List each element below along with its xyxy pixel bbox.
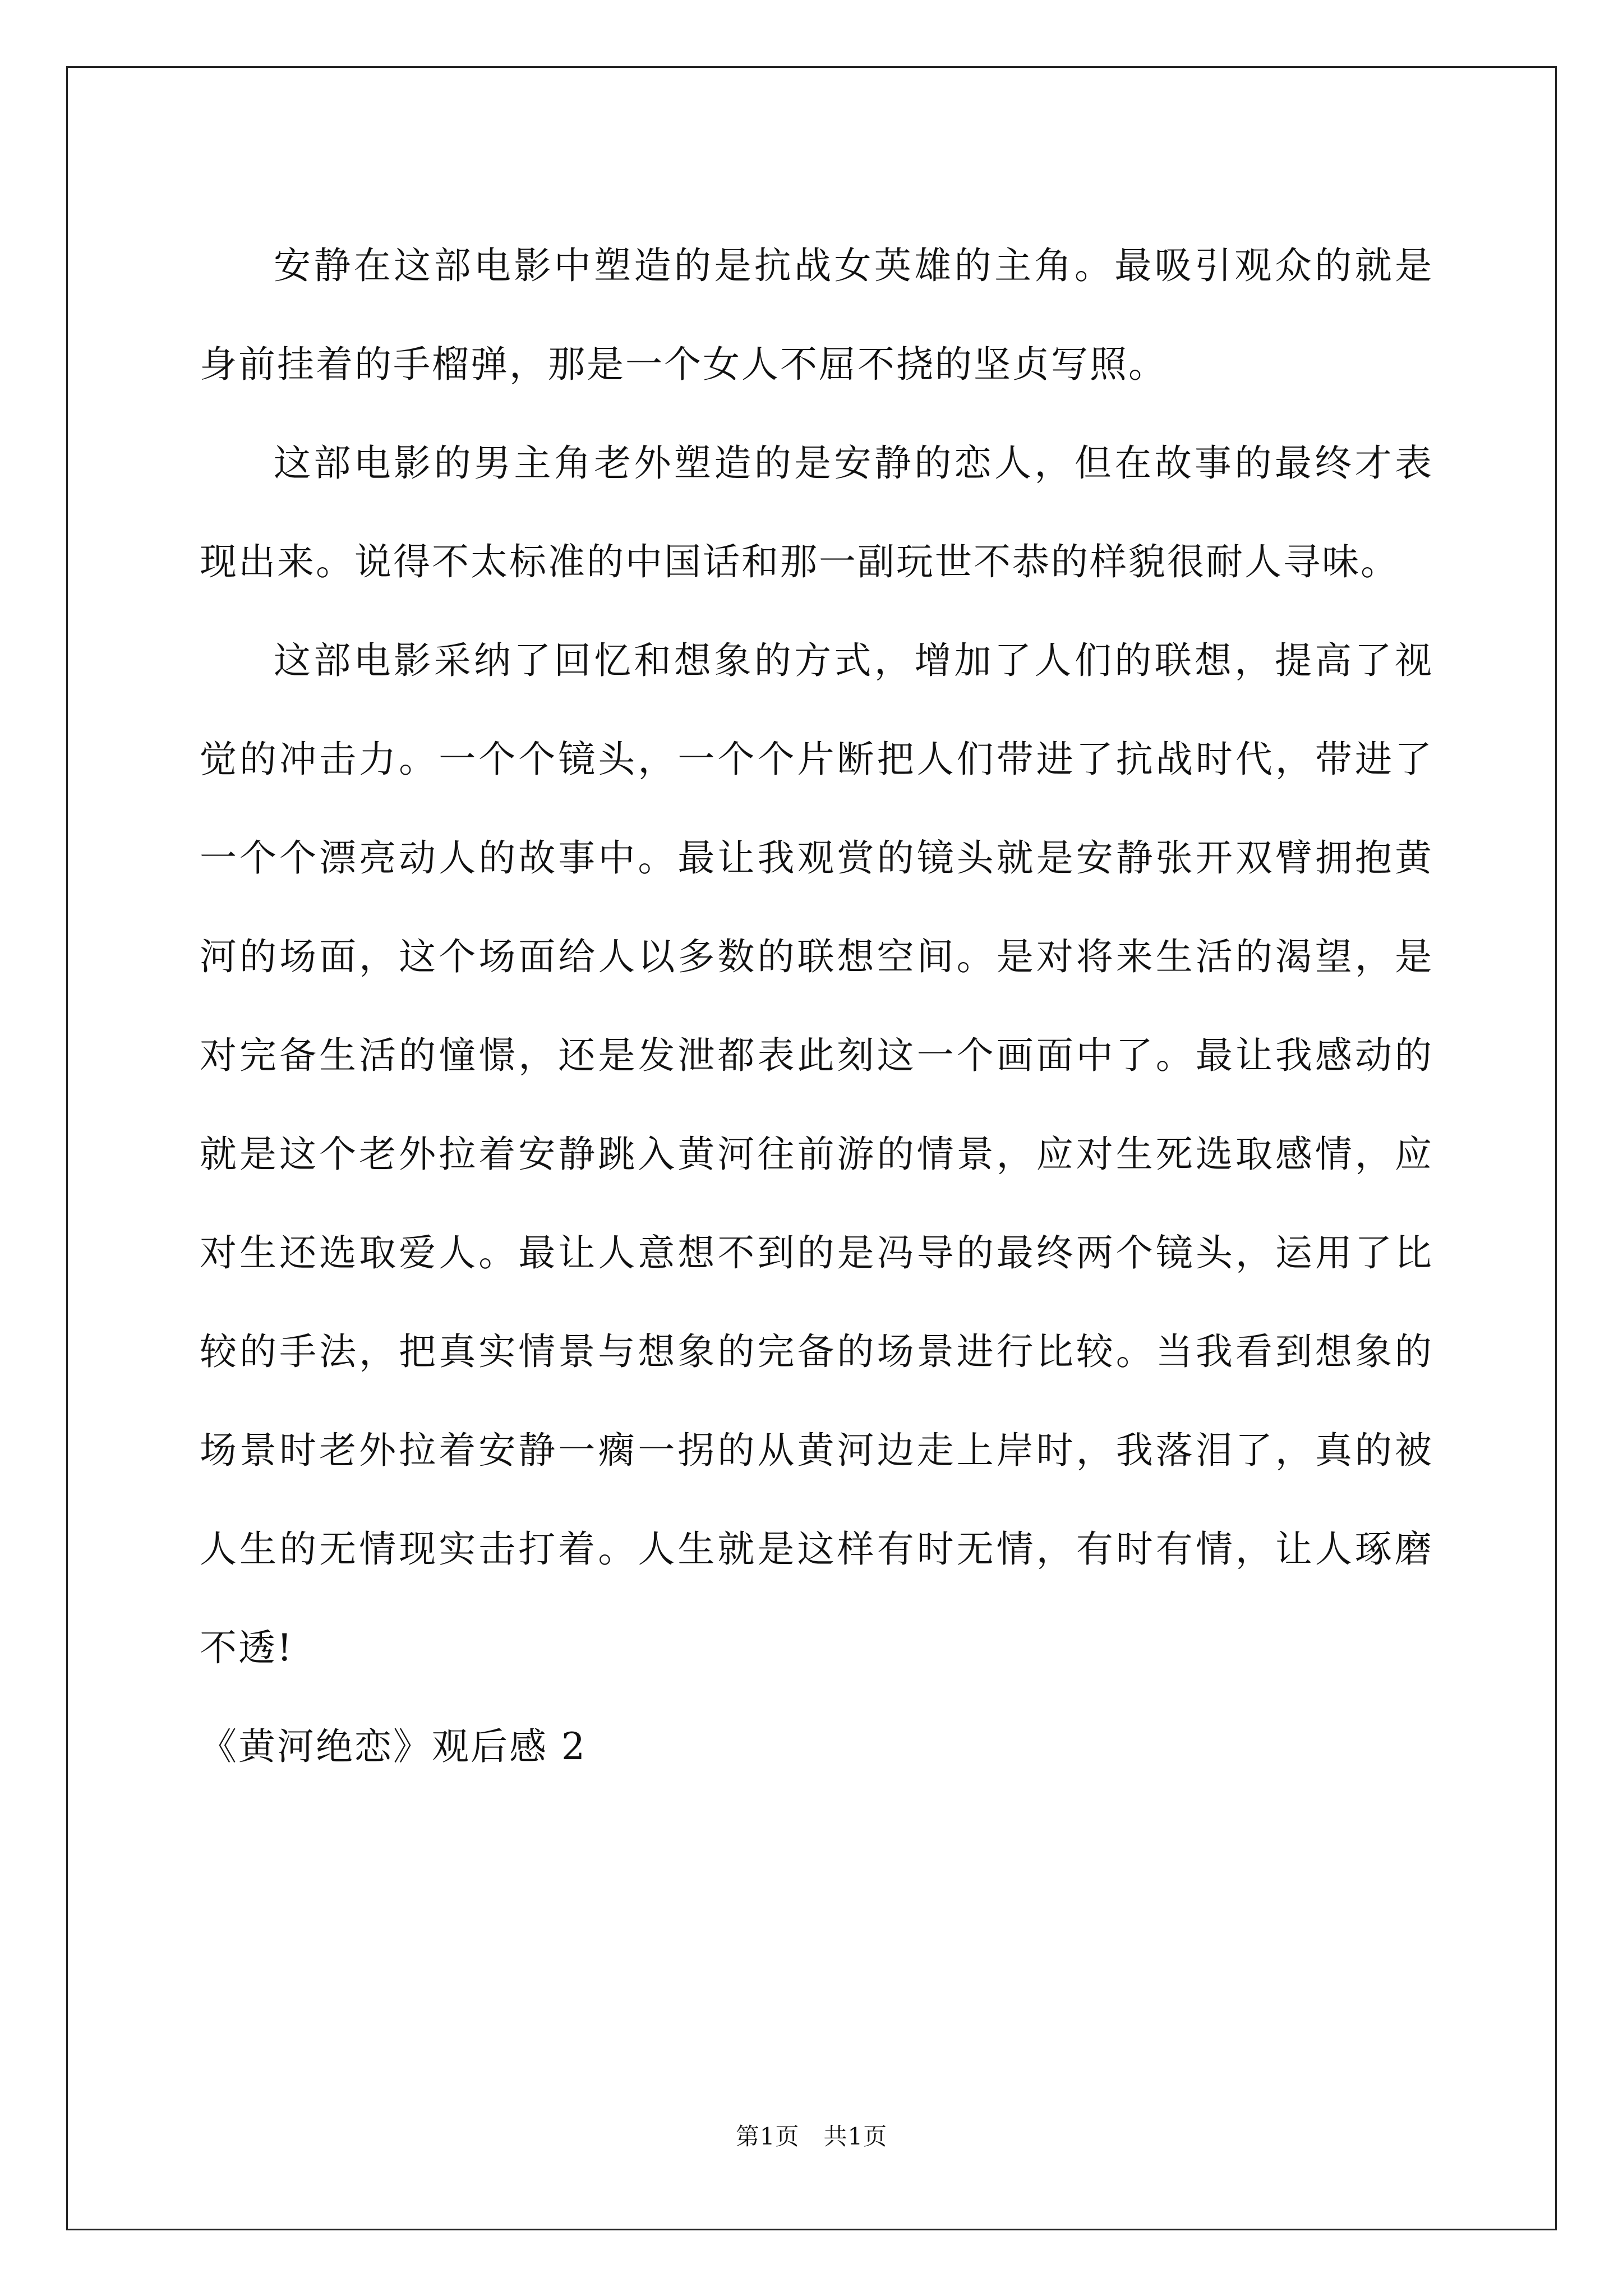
paragraph-3: 这部电影采纳了回忆和想象的方式，增加了人们的联想，提高了视觉的冲击力。一个个镜头，一个个片断把人们带进了抗战时代，带进了一个个漂亮动人的故事中。最让我观赏的镜头就是安静张开双臂拥抱黄河的场面，这个场面给人以多数的联想空间。是对将来生活的渴望，是对完备生活的憧憬，还是发泄都表此刻这一个画面中了。最让我感动的就是这个老外拉着安静跳入黄河往前游的情景，应对生死选取感情，应对生还选取爱人。最让人意想不到的是冯导的最终两个镜头，运用了比较的手法，把真实情景与想象的完备的场景进行比较。当我看到想象的场景时老外拉着安静一瘸一拐的从黄河边走上岸时，我落泪了，真的被人生的无情现实击打着。人生就是这样有时无情，有时有情，让人琢磨不透! xyxy=(200,639,1433,1669)
paragraph-1: 安静在这部电影中塑造的是抗战女英雄的主角。最吸引观众的就是身前挂着的手榴弹，那是一个女人不屈不挠的坚贞写照。 xyxy=(200,244,1433,386)
paragraph-2: 这部电影的男主角老外塑造的是安静的恋人，但在故事的最终才表现出来。说得不太标准的中国话和那一副玩世不恭的样貌很耐人寻味。 xyxy=(200,441,1433,583)
document-body xyxy=(200,217,1433,1796)
page-footer xyxy=(0,2118,1623,2152)
page-number-info: 第1页 共1页 xyxy=(735,2123,888,2150)
section-title: 《黄河绝恋》观后感 2 xyxy=(200,1725,587,1768)
